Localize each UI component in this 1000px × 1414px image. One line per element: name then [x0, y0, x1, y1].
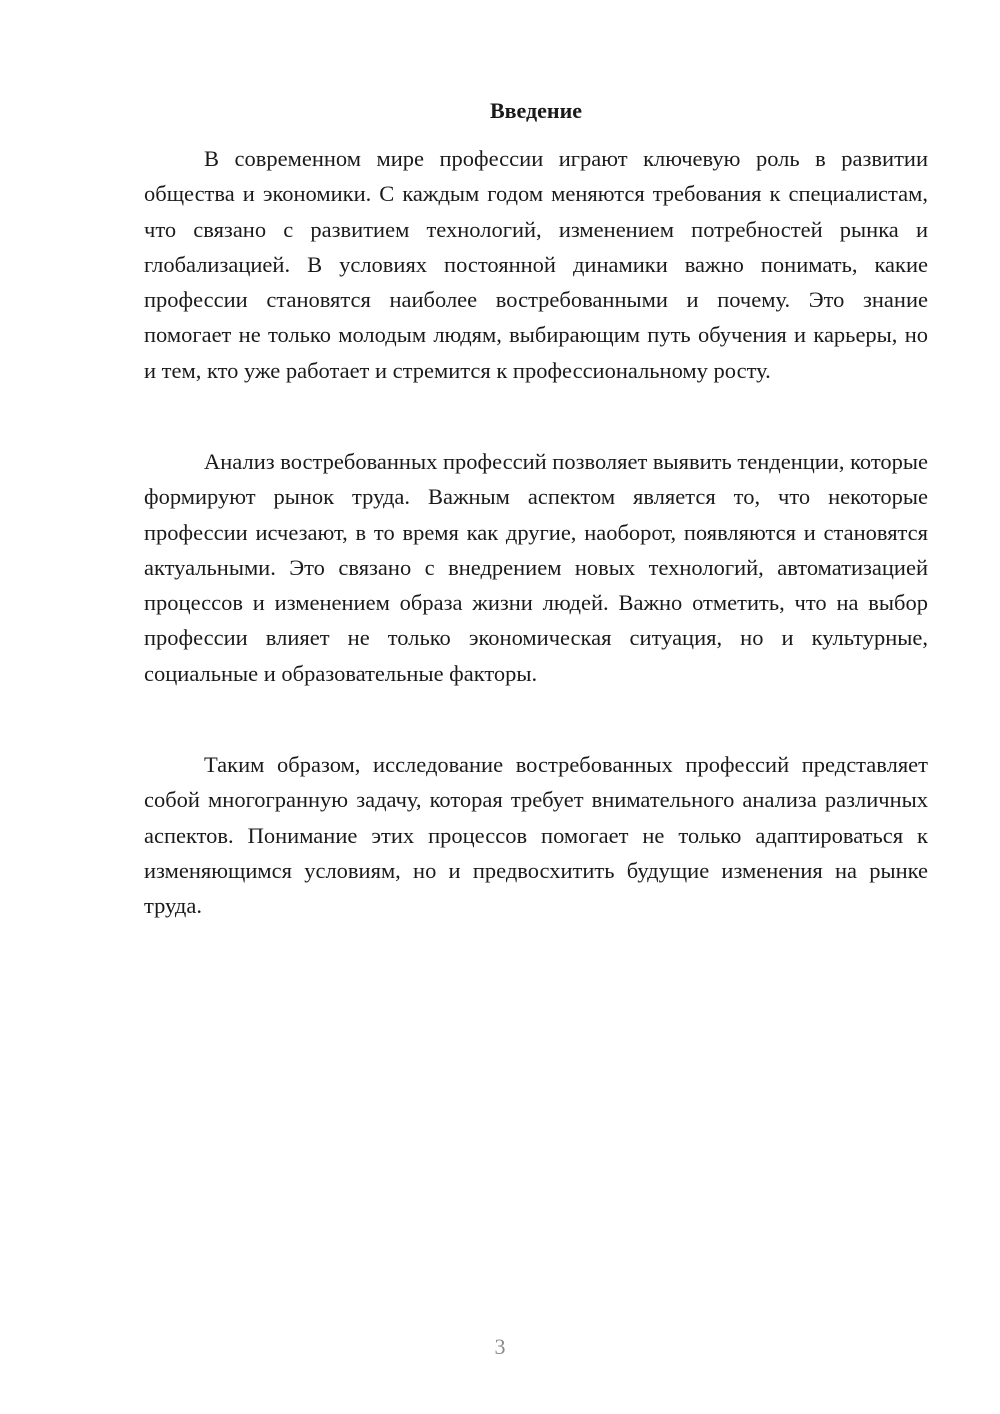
paragraph-2: Анализ востребованных профессий позволяет выявить тенденции, которые формируют рынок труда. Важным аспектом является то, что некоторые профессии исчезают, в то время как другие, наоборот, появляются и становятся актуальными. Это связано с внедрением новых технологий, автоматизацией процессов и изменением образа жизни людей. Важно отметить, что на выбор профессии влияет не только экономическая ситуация, но и культурные, социальные и образовательные факторы.: [144, 449, 928, 686]
section-heading: Введение: [489, 98, 583, 123]
paragraph-1: В современном мире профессии играют ключевую роль в развитии общества и экономики. С каждым годом меняются требования к специалистам, что связано с развитием технологий, изменением потребностей рынка и глобализацией. В условиях постоянной динамики важно понимать, какие профессии становятся наиболее востребованными и почему. Это знание помогает не только молодым людям, выбирающим путь обучения и карьеры, но и тем, кто уже работает и стремится к профессиональному росту.: [144, 146, 928, 383]
paragraph-3: Таким образом, исследование востребованных профессий представляет собой многогранную задачу, которая требует внимательного анализа различных аспектов. Понимание этих процессов помогает не только адаптироваться к изменяющимся условиям, но и предвосхитить будущие изменения на рынке труда.: [144, 752, 928, 919]
page-number: 3: [494, 1334, 506, 1359]
